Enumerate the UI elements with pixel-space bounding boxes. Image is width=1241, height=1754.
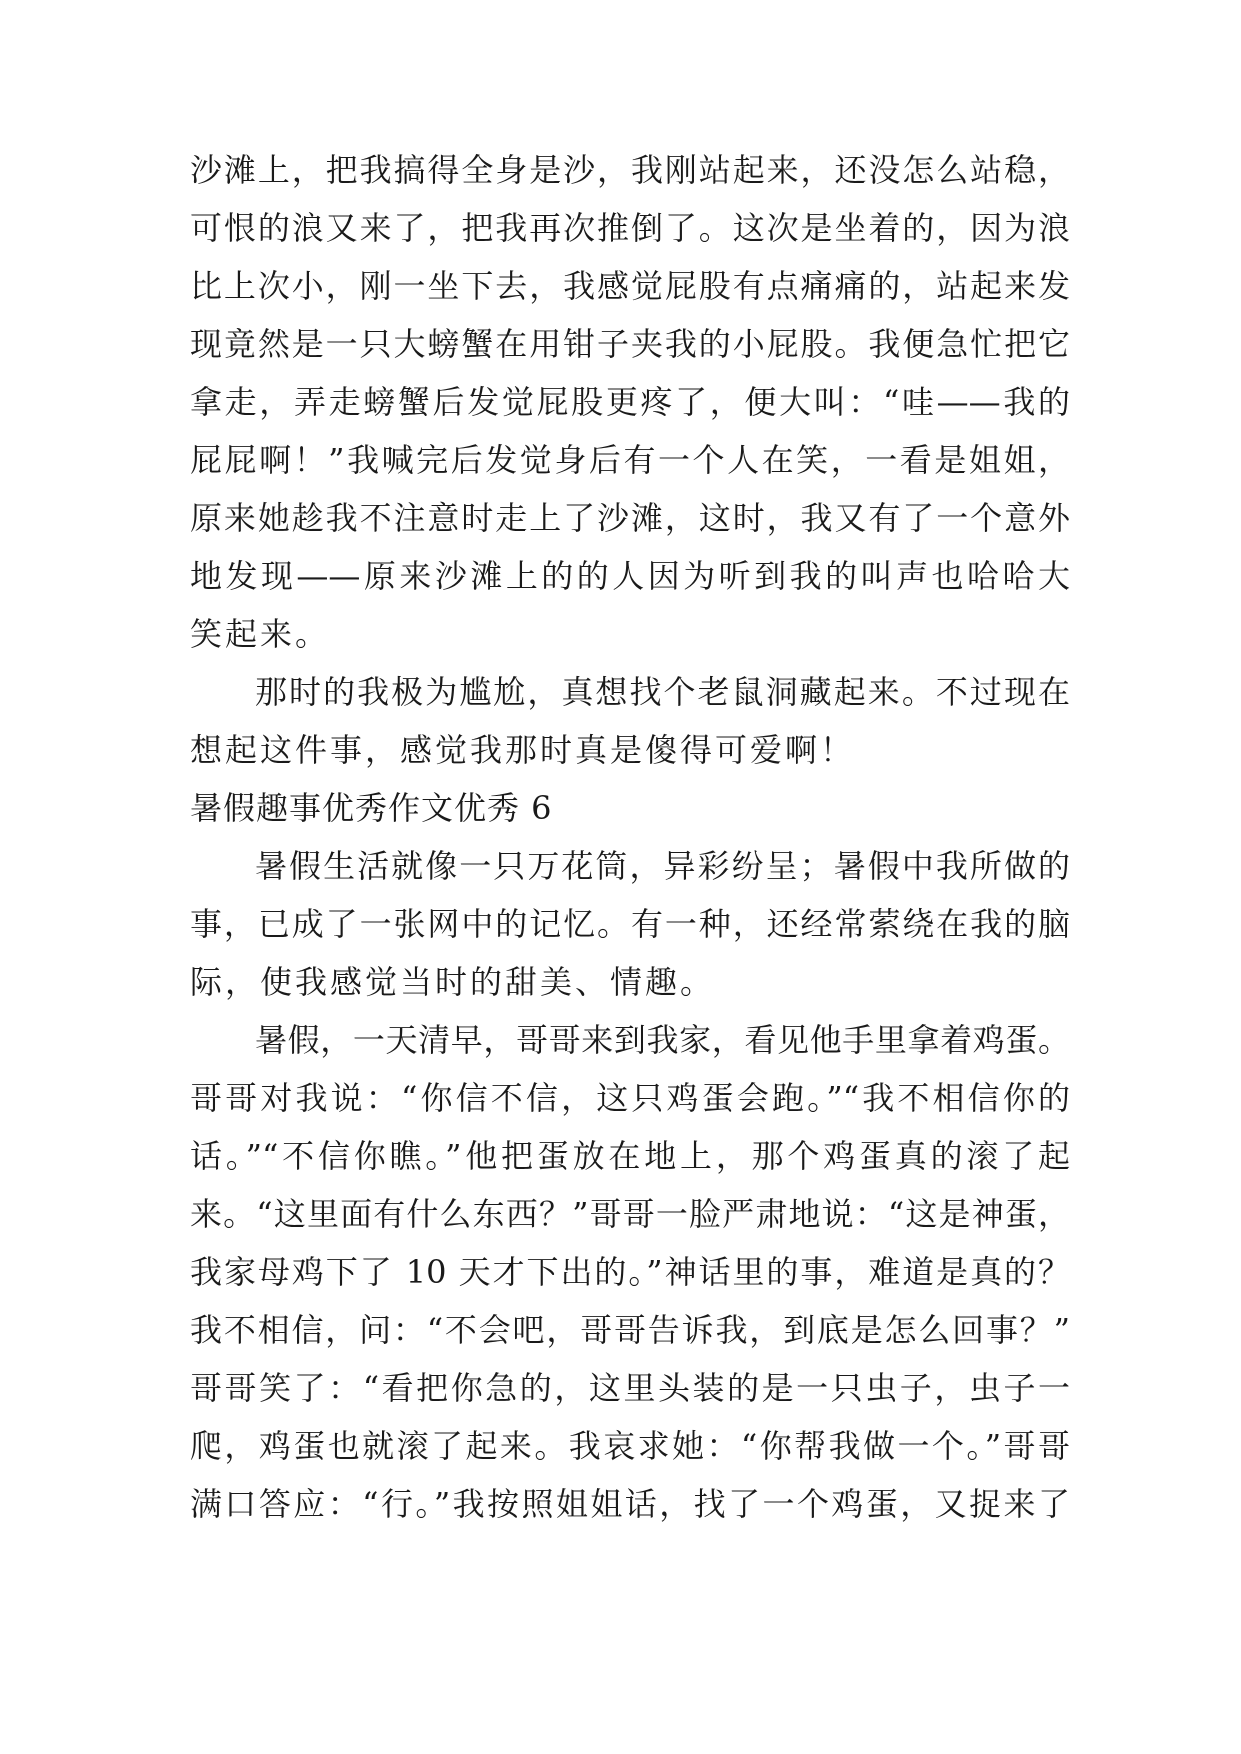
paragraph-line: 沙滩上，把我搞得全身是沙，我刚站起来，还没怎么站稳， bbox=[190, 151, 1070, 189]
paragraph-line: 哥哥对我说：“你信不信，这只鸡蛋会跑。”“我不相信你的 bbox=[190, 1079, 1070, 1117]
paragraph-line: 来。“这里面有什么东西？”哥哥一脸严肃地说：“这是神蛋， bbox=[190, 1195, 1070, 1233]
paragraph-line: 比上次小，刚一坐下去，我感觉屁股有点痛痛的，站起来发 bbox=[190, 267, 1070, 305]
paragraph-line: 话。”“不信你瞧。”他把蛋放在地上，那个鸡蛋真的滚了起 bbox=[190, 1137, 1070, 1175]
paragraph-line: 可恨的浪又来了，把我再次推倒了。这次是坐着的，因为浪 bbox=[190, 209, 1070, 247]
paragraph-line: 哥哥笑了：“看把你急的，这里头装的是一只虫子，虫子一 bbox=[190, 1369, 1070, 1407]
paragraph-line: 原来她趁我不注意时走上了沙滩，这时，我又有了一个意外 bbox=[190, 499, 1070, 537]
paragraph-line: 屁屁啊！”我喊完后发觉身后有一个人在笑，一看是姐姐， bbox=[190, 441, 1070, 479]
paragraph-line: 想起这件事，感觉我那时真是傻得可爱啊！ bbox=[190, 731, 856, 769]
paragraph-line: 暑假，一天清早，哥哥来到我家，看见他手里拿着鸡蛋。 bbox=[255, 1021, 1070, 1059]
paragraph-line: 我不相信，问：“不会吧，哥哥告诉我，到底是怎么回事？” bbox=[190, 1311, 1070, 1349]
paragraph-line: 际，使我感觉当时的甜美、情趣。 bbox=[190, 963, 716, 1001]
paragraph-line: 拿走，弄走螃蟹后发觉屁股更疼了，便大叫：“哇——我的 bbox=[190, 383, 1070, 421]
section-heading: 暑假趣事优秀作文优秀 6 bbox=[190, 789, 553, 827]
paragraph-line: 暑假生活就像一只万花筒，异彩纷呈；暑假中我所做的 bbox=[255, 847, 1070, 885]
paragraph-line: 事，已成了一张网中的记忆。有一种，还经常萦绕在我的脑 bbox=[190, 905, 1070, 943]
paragraph-line: 我家母鸡下了 10 天才下出的。”神话里的事，难道是真的？ bbox=[190, 1253, 1070, 1291]
paragraph-line: 爬，鸡蛋也就滚了起来。我哀求她：“你帮我做一个。”哥哥 bbox=[190, 1427, 1070, 1465]
paragraph-line: 笑起来。 bbox=[190, 615, 331, 653]
paragraph-line: 那时的我极为尴尬，真想找个老鼠洞藏起来。不过现在 bbox=[255, 673, 1070, 711]
paragraph-line: 地发现——原来沙滩上的的人因为听到我的叫声也哈哈大 bbox=[190, 557, 1070, 595]
paragraph-line: 现竟然是一只大螃蟹在用钳子夹我的小屁股。我便急忙把它 bbox=[190, 325, 1070, 363]
paragraph-line: 满口答应：“行。”我按照姐姐话，找了一个鸡蛋，又捉来了 bbox=[190, 1485, 1070, 1523]
